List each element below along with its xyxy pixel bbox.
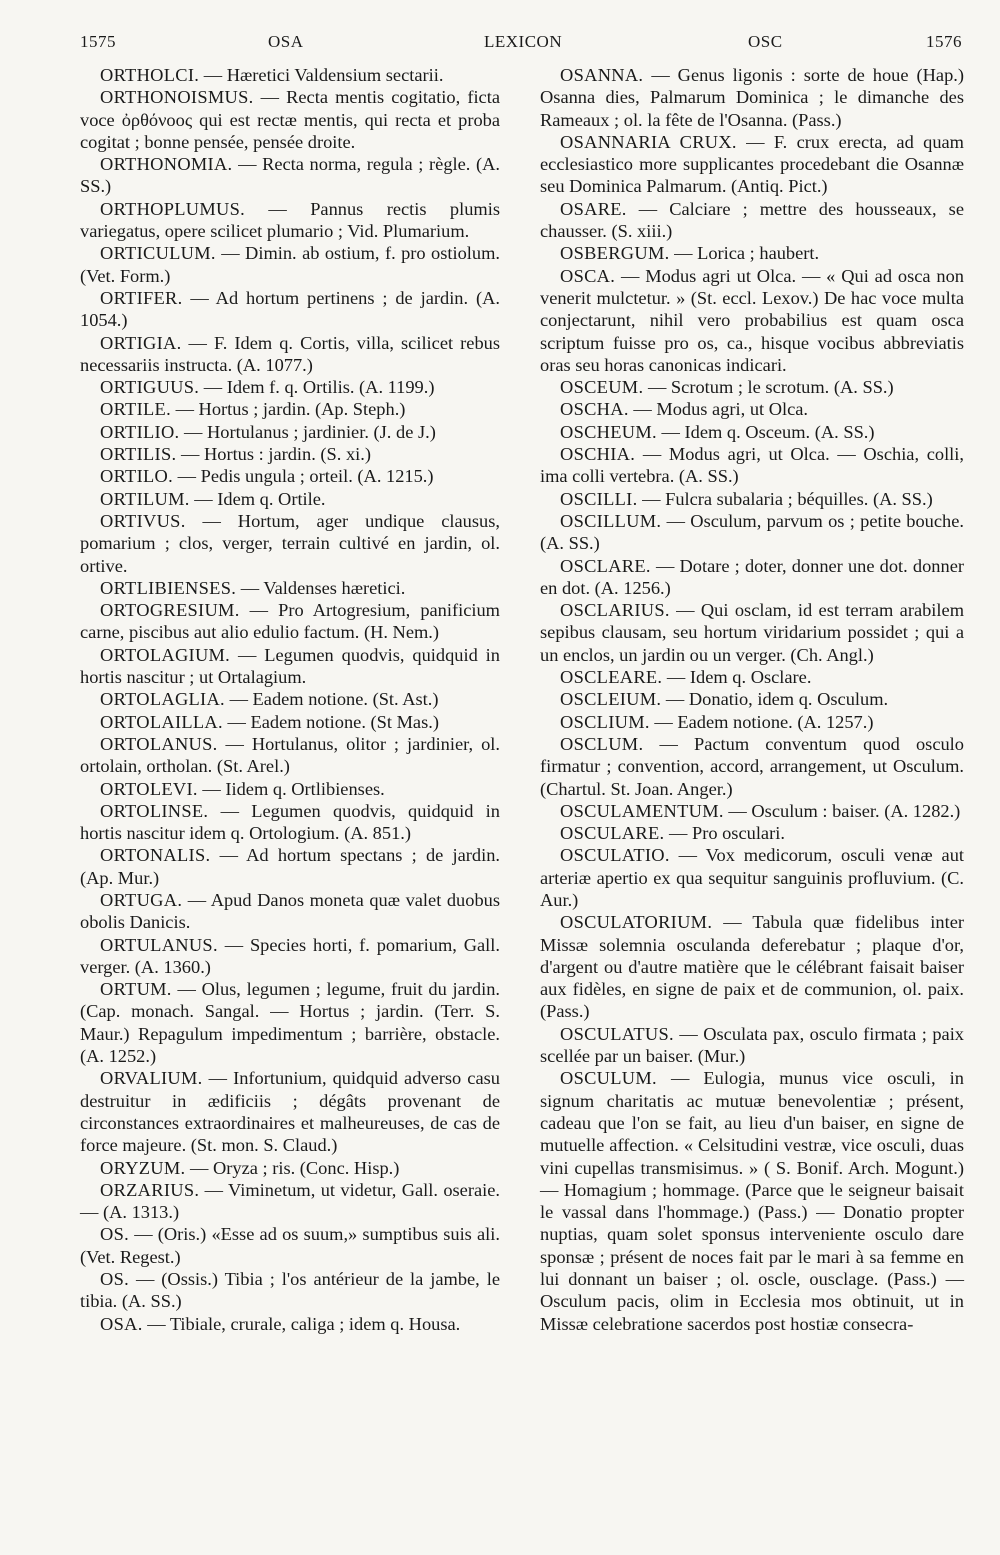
entry-headword: ORTILE.	[100, 399, 171, 420]
entry-definition: — Calciare ; mettre des housseaux, se chausser. (S. xiii.)	[540, 198, 964, 242]
entry-headword: ORTLIBIENSES.	[100, 577, 237, 598]
entry-headword: ORTHOPLUMUS.	[100, 198, 246, 219]
dictionary-entry	[540, 733, 964, 800]
dictionary-entry	[80, 242, 500, 287]
dictionary-entry	[80, 844, 500, 889]
entry-definition: — Pannus rectis plumis variegatus, opere scilicet plumario ; Vid. Plumarium.	[80, 198, 500, 242]
entry-definition: — Modus agri, ut Olca. — Oschia, colli, ima colli vertebra. (A. SS.)	[540, 444, 964, 487]
dictionary-entry	[80, 577, 500, 599]
entry-definition: — Legumen quodvis, quidquid in hortis nascitur idem q. Ortologium. (A. 851.)	[80, 800, 500, 844]
entry-definition: — Infortunium, quidquid adverso casu destruitur in ædificiis ; dégâts provenant de circonstances extraordinaires et malheureuses, de cas de force majeure. (St. mon. S. Claud.)	[80, 1068, 500, 1156]
dictionary-entry	[80, 1313, 500, 1335]
entry-headword: ORTOLINSE.	[100, 800, 209, 821]
entry-headword: ORTULANUS.	[100, 934, 218, 955]
entry-headword: OSARE.	[560, 198, 627, 219]
dictionary-entry	[80, 688, 500, 710]
entry-definition: — (Oris.) «Esse ad os suum,» sumptibus suis ali. (Vet. Regest.)	[80, 1224, 500, 1267]
dictionary-entry	[540, 844, 964, 911]
left-guide-word: OSA	[268, 32, 304, 51]
entry-definition: — Idem q. Ortile.	[189, 488, 326, 509]
dictionary-entry	[80, 287, 500, 332]
entry-headword: OSCLIUM.	[560, 711, 650, 732]
dictionary-entry	[80, 86, 500, 153]
entry-headword: OS.	[100, 1269, 130, 1290]
dictionary-entry	[540, 131, 964, 198]
entry-headword: OSCA.	[560, 265, 616, 286]
entry-headword: ORTILIS.	[100, 444, 177, 465]
entry-headword: OSCHIA.	[560, 444, 636, 465]
entry-headword: ORTUGA.	[100, 889, 183, 910]
dictionary-entry	[80, 332, 500, 377]
entry-headword: ORTOLAGLIA.	[100, 689, 225, 710]
dictionary-entry	[80, 1067, 500, 1156]
entry-headword: ORTOLAILLA.	[100, 711, 223, 732]
entry-headword: OSCLUM.	[560, 733, 644, 754]
dictionary-entry	[80, 64, 500, 86]
entry-headword: OSCLEIUM.	[560, 689, 662, 710]
right-column	[540, 64, 964, 1335]
entry-definition: — Eadem notione. (A. 1257.)	[649, 711, 874, 732]
entry-definition: — Fulcra subalaria ; béquilles. (A. SS.)	[637, 488, 933, 509]
dictionary-entry	[80, 1157, 500, 1179]
header-title: LEXICON	[484, 32, 563, 51]
entry-headword: OSCILLI.	[560, 488, 638, 509]
entry-definition: — Viminetum, ut videtur, Gall. oseraie. — (A. 1313.)	[80, 1179, 500, 1223]
dictionary-entry	[540, 555, 964, 600]
entry-definition: — Hortulanus ; jardinier. (J. de J.)	[179, 421, 436, 442]
dictionary-entry	[540, 510, 964, 555]
entry-headword: ORTOGRESIUM.	[100, 600, 240, 621]
entry-definition: — Lorica ; haubert.	[669, 243, 820, 264]
entry-definition: — Valdenses hæretici.	[236, 577, 406, 598]
entry-headword: ORYZUM.	[100, 1157, 186, 1178]
right-guide-word: OSC	[748, 32, 783, 51]
dictionary-entry	[80, 1268, 500, 1313]
entry-definition: — Modus agri, ut Olca.	[628, 399, 809, 420]
entry-headword: OSCLEARE.	[560, 667, 663, 688]
entry-definition: — Donatio, idem q. Osculum.	[661, 689, 889, 710]
dictionary-entry	[80, 198, 500, 243]
entry-definition: — Hortus : jardin. (S. xi.)	[176, 444, 372, 465]
entry-headword: ORTIVUS.	[100, 510, 186, 531]
left-page-number: 1575	[80, 32, 116, 51]
dictionary-entry	[540, 688, 964, 710]
entry-headword: ORTILO.	[100, 466, 174, 487]
entry-definition: — Hæretici Valdensium sectarii.	[199, 65, 444, 85]
entry-definition: — Ad hortum spectans ; de jardin. (Ap. Mur.)	[80, 845, 500, 888]
entry-definition: — Dimin. ab ostium, f. pro ostiolum. (Vet. Form.)	[80, 243, 500, 286]
entry-definition: — Iidem q. Ortlibienses.	[197, 778, 385, 799]
entry-definition: — Pro osculari.	[664, 823, 785, 844]
entry-headword: ORTHONOISMUS.	[100, 87, 254, 108]
dictionary-entry	[540, 242, 964, 264]
entry-headword: ORTIGUUS.	[100, 377, 200, 398]
entry-headword: OSCLARIUS.	[560, 600, 670, 621]
entry-definition: — Qui osclam, id est terram arabilem sepibus clausam, seu hortum viridarium possidet ; qui a un enclos, un jardin ou un verger. (Ch. Angl.)	[540, 600, 964, 665]
entry-definition: — F. Idem q. Cortis, villa, scilicet rebus necessariis instructa. (A. 1077.)	[80, 332, 500, 375]
right-page-number: 1576	[926, 32, 962, 51]
dictionary-entry	[80, 1179, 500, 1224]
entry-definition: — Apud Danos moneta quæ valet duobus obolis Danicis.	[80, 889, 500, 933]
entry-definition: — Ad hortum pertinens ; de jardin. (A. 1054.)	[80, 287, 500, 331]
entry-definition: — Pro Artogresium, panificium carne, piscibus aut alio edulio factum. (H. Nem.)	[80, 600, 500, 643]
entry-definition: — Eulogia, munus vice osculi, in signum charitatis ac mutuæ benevolentiæ ; présent, cadeau que l'on se fait, au lieu d'un baiser, en signe de mutuelle affection. « Celsitudini vestræ, vice osculi, duas vini cupellas transmisimus. » ( S. Bonif. Arch. Mogunt.) — Homagium ; hommage. (Parce que le seigneur baisait le vassal dans l'hommage.) (Pass.) — Donatio propter nuptias, quam solet sponsus interveniente osculo dare sponsæ ; présent de noces fait par le mari à sa femme en lui donnant un baiser ; ol. oscle, ousclage. (Pass.) — Osculum pacis, olim in Ecclesia mos obtinuit, ut in Missæ celebratione sacerdos post hostiæ consecra-	[540, 1068, 964, 1334]
dictionary-entry	[540, 64, 964, 131]
dictionary-entry	[80, 644, 500, 689]
dictionary-entry	[540, 398, 964, 420]
dictionary-entry	[540, 443, 964, 488]
dictionary-entry	[540, 198, 964, 243]
dictionary-entry	[540, 376, 964, 398]
entry-headword: OSANNARIA CRUX.	[560, 131, 737, 152]
entry-definition: — Recta mentis cogitatio, ficta voce ὀρθόνοος qui est rectæ mentis, qui recta et proba cogitat ; bonne pensée, pensée droite.	[80, 87, 500, 152]
entry-definition: — Oryza ; ris. (Conc. Hisp.)	[185, 1157, 400, 1178]
entry-definition: — Legumen quodvis, quidquid in hortis nascitur ; ut Ortalagium.	[80, 644, 500, 688]
dictionary-entry	[80, 978, 500, 1067]
dictionary-entry	[80, 398, 500, 420]
entry-definition: — Olus, legumen ; legume, fruit du jardin. (Cap. monach. Sangal. — Hortus ; jardin. (Terr. S. Maur.) Repagulum impedimentum ; barrière, obstacle. (A. 1252.)	[80, 979, 500, 1067]
entry-headword: ORVALIUM.	[100, 1068, 203, 1089]
dictionary-entry	[540, 911, 964, 1022]
dictionary-entry	[80, 465, 500, 487]
entry-definition: — Eadem notione. (St. Ast.)	[224, 689, 439, 710]
entry-headword: ORTOLAGIUM.	[100, 644, 231, 665]
entry-headword: OSA.	[100, 1313, 143, 1334]
entry-headword: OSBERGUM.	[560, 243, 670, 264]
entry-definition: — F. crux erecta, ad quam ecclesiastico more supplicantes procedebant die Osannæ seu Dominica Palmarum. (Antiq. Pict.)	[540, 131, 964, 197]
entry-headword: ORTILUM.	[100, 488, 190, 509]
dictionary-entry	[80, 510, 500, 577]
entry-headword: OSCLARE.	[560, 555, 651, 576]
entry-headword: OSCILLUM.	[560, 510, 662, 531]
dictionary-entry	[540, 711, 964, 733]
entry-definition: — Osculum, parvum os ; petite bouche. (A. SS.)	[540, 510, 964, 554]
dictionary-entry	[540, 488, 964, 510]
entry-headword: OSCULAMENTUM.	[560, 800, 724, 821]
entry-definition: — Pactum conventum quod osculo firmatur ; convention, accord, arrangement, ut Osculum. (Chartul. St. Joan. Anger.)	[540, 733, 964, 799]
entry-definition: — Eadem notione. (St Mas.)	[222, 711, 439, 732]
entry-headword: ORTONALIS.	[100, 845, 211, 866]
dictionary-entry	[540, 1023, 964, 1068]
dictionary-entry	[540, 800, 964, 822]
dictionary-entry	[80, 376, 500, 398]
entry-headword: ORTILIO.	[100, 421, 180, 442]
entry-headword: OSANNA.	[560, 65, 644, 85]
entry-definition: — Scrotum ; le scrotum. (A. SS.)	[643, 377, 894, 398]
entry-definition: — Genus ligonis : sorte de houe (Hap.) Osanna dies, Palmarum Dominica ; le dimanche des Rameaux ; ol. la fête de l'Osanna. (Pass.)	[540, 65, 964, 130]
dictionary-entry	[540, 265, 964, 376]
entry-definition: — Recta norma, regula ; règle. (A. SS.)	[80, 154, 500, 197]
dictionary-entry	[540, 666, 964, 688]
entry-definition: — Pedis ungula ; orteil. (A. 1215.)	[173, 466, 434, 487]
entry-definition: — Idem q. Osclare.	[662, 667, 812, 688]
dictionary-entry	[80, 711, 500, 733]
entry-headword: ORTIFER.	[100, 287, 183, 308]
entry-definition: — Species horti, f. pomarium, Gall. verger. (A. 1360.)	[80, 934, 500, 977]
entry-definition: — Vox medicorum, osculi venæ aut arteriæ apertio ex qua sequitur sanguinis profluvium. (C. Aur.)	[540, 845, 964, 910]
entry-headword: OSCULATORIUM.	[560, 912, 713, 933]
entry-headword: OSCHEUM.	[560, 421, 657, 442]
entry-definition: — Idem f. q. Ortilis. (A. 1199.)	[199, 377, 435, 398]
left-column	[80, 64, 500, 1335]
dictionary-entry	[80, 934, 500, 979]
entry-definition: — (Ossis.) Tibia ; l'os antérieur de la jambe, le tibia. (A. SS.)	[80, 1269, 500, 1312]
entry-definition: — Osculum : baiser. (A. 1282.)	[723, 800, 961, 821]
dictionary-entry	[80, 733, 500, 778]
entry-headword: ORTUM.	[100, 979, 172, 1000]
dictionary-entry	[80, 599, 500, 644]
dictionary-entry	[540, 1067, 964, 1335]
dictionary-entry	[540, 421, 964, 443]
entry-headword: OSCULATIO.	[560, 845, 670, 866]
entry-headword: ORTIGIA.	[100, 332, 182, 353]
running-header	[80, 32, 962, 58]
entry-headword: OS.	[100, 1224, 130, 1245]
entry-definition: — Idem q. Osceum. (A. SS.)	[656, 421, 875, 442]
entry-definition: — Dotare ; doter, donner une dot. donner en dot. (A. 1256.)	[540, 555, 964, 598]
entry-definition: — Tabula quæ fidelibus inter Missæ solemnia osculanda deferebatur ; plaque d'or, d'argent ou d'autre matière que le célébrant faisait baiser aux fidèles, en signe de paix et de communion, ol. paix. (Pass.)	[540, 912, 964, 1022]
dictionary-entry	[80, 889, 500, 934]
dictionary-entry	[80, 443, 500, 465]
entry-definition: — Hortulanus, olitor ; jardinier, ol. ortolain, ortholan. (St. Arel.)	[80, 733, 500, 777]
entry-headword: OSCULARE.	[560, 823, 665, 844]
entry-headword: ORTOLEVI.	[100, 778, 198, 799]
dictionary-entry	[80, 421, 500, 443]
dictionary-entry	[80, 1223, 500, 1268]
dictionary-entry	[80, 800, 500, 845]
entry-headword: ORTHOLCI.	[100, 65, 200, 85]
dictionary-entry	[540, 599, 964, 666]
dictionary-entry	[540, 822, 964, 844]
dictionary-entry	[80, 778, 500, 800]
entry-definition: — Modus agri ut Olca. — « Qui ad osca non venerit mulctetur. » (St. eccl. Lexov.) De hac voce multa conjectarunt, nihil vero probabilius est quam osca scriptum fuisse pro os, ca., hisque vocibus abbreviatis oras seu horas canonicas indicari.	[540, 265, 964, 375]
entry-headword: OSCEUM.	[560, 377, 644, 398]
dictionary-entry	[80, 488, 500, 510]
entry-headword: OSCULUM.	[560, 1068, 657, 1089]
entry-definition: — Osculata pax, osculo firmata ; paix scellée par un baiser. (Mur.)	[540, 1023, 964, 1067]
entry-definition: — Hortum, ager undique clausus, pomarium ; clos, verger, terrain cultivé en jardin, ol. ortive.	[80, 510, 500, 576]
entry-headword: ORTHONOMIA.	[100, 154, 233, 175]
entry-headword: ORZARIUS.	[100, 1179, 200, 1200]
entry-headword: ORTOLANUS.	[100, 733, 218, 754]
entry-headword: OSCULATUS.	[560, 1023, 674, 1044]
entry-headword: ORTICULUM.	[100, 243, 216, 264]
entry-definition: — Hortus ; jardin. (Ap. Steph.)	[170, 399, 406, 420]
entry-definition: — Tibiale, crurale, caliga ; idem q. Housa.	[142, 1313, 461, 1334]
dictionary-entry	[80, 153, 500, 198]
entry-headword: OSCHA.	[560, 399, 629, 420]
